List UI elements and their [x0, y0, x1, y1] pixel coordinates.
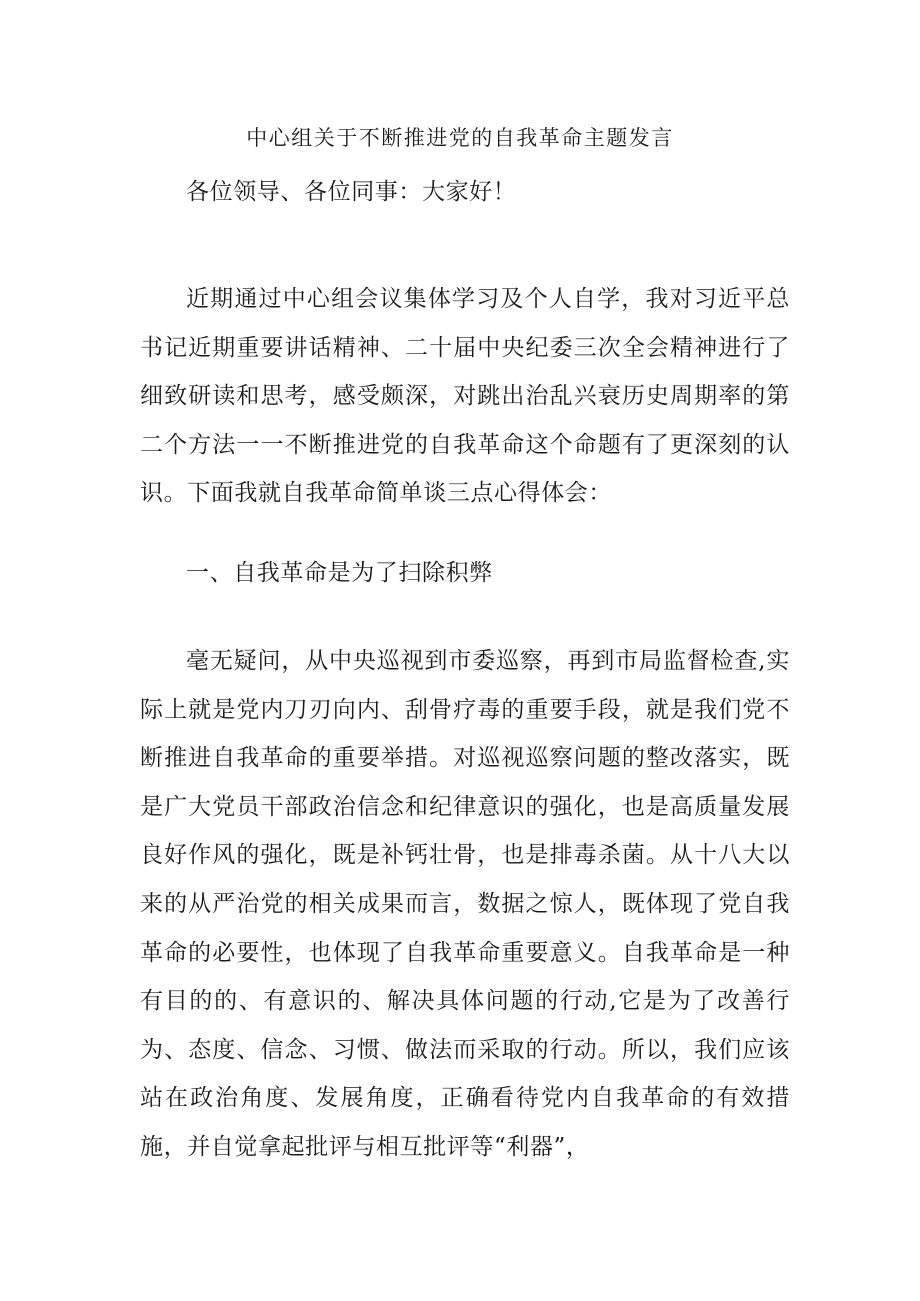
greeting-paragraph: 各位领导、各位同事：大家好！	[186, 179, 517, 205]
section-body-1: 毫无疑问，从中央巡视到市委巡察，再到市局监督检查,实际上就是党内刀刃向内、刮骨疗毒的重要手段，就是我们党不断推进自我革命的重要举措。对巡视巡察问题的整改落实，既是广大党员干部政治信念和纪律意识的强化，也是高质量发展良好作风的强化，既是补钙壮骨，也是排毒杀菌。从十八大以来的从严治党的相关成果而言，数据之惊人，既体现了党自我革命的必要性，也体现了自我革命重要意义。自我革命是一种有目的的、有意识的、解决具体问题的行动,它是为了改善行为、态度、信念、习惯、做法而采取的行动。所以，我们应该站在政治角度、发展角度，正确看待党内自我革命的有效措施，并自觉拿起批评与相互批评等“利器”，	[140, 648, 790, 1160]
document-title: 中心组关于不断推进党的自我革命主题发言	[246, 126, 674, 150]
intro-paragraph: 近期通过中心组会议集体学习及个人自学，我对习近平总书记近期重要讲话精神、二十届中央纪委三次全会精神进行了细致研读和思考，感受颇深，对跳出治乱兴衰历史周期率的第二个方法一一不断推进党的自我革命这个命题有了更深刻的认识。下面我就自我革命简单谈三点心得体会：	[140, 286, 790, 507]
section-heading-1: 一、自我革命是为了扫除积弊	[186, 560, 493, 586]
